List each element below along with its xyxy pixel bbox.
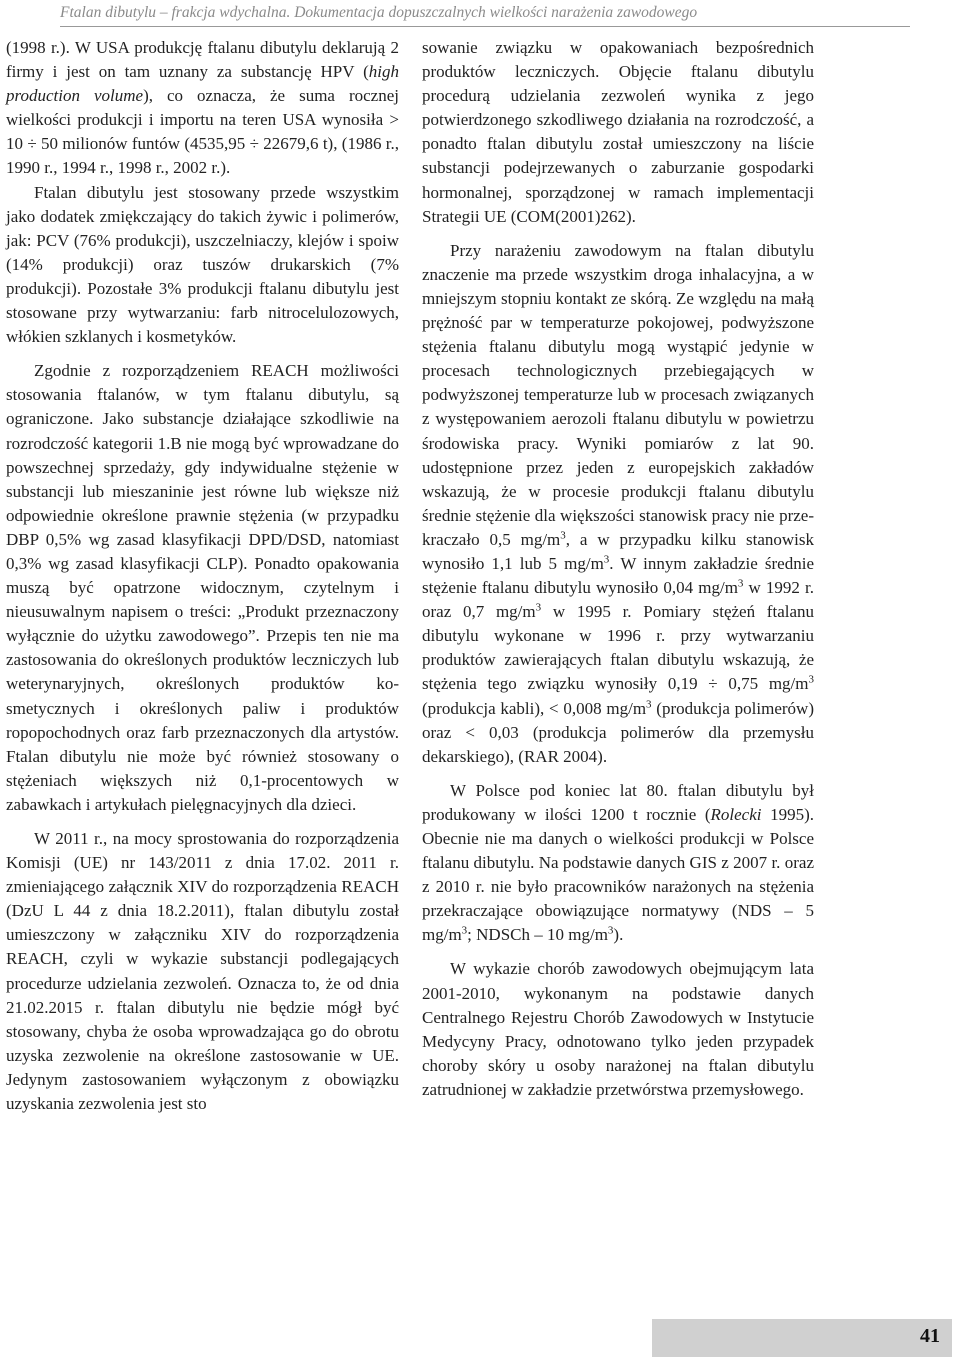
paragraph: (1998 r.). W USA produkcję ftalanu dibutylu deklarują 2 firmy i jest on tam uznany za substancję HPV (high production volume), co oznacza, że suma rocznej wielkości produkcji i importu na teren USA wynosiła > 10 ÷ 50 milionów funtów (4535,95 ÷ 22679,6 t), (1986 r., 1990 r., 1994 r., 1998 r., 2002 r.). — [6, 38, 399, 178]
footer-bar — [652, 1319, 952, 1357]
paragraph: Zgodnie z rozporządzeniem REACH możliwości stosowania ftalanów, w tym ftalanu dibutylu, są ograniczone. Jako substancje działające szkodliwie na rozrodczość kategorii 1.B nie mogą być wprowadzane do powszechnej sprzedaży, gdy indywidualne stężenie w substancji lub mieszaninie jest równe lub większe niż odpowiednie określone prawnie stężenia (w przypadku DBP 0,5% wg zasad klasyfikacji DPD/DSD, natomiast 0,3% wg zasad klasyfikacji CLP). Ponadto opakowania muszą być opatrzone widocznym, czytelnym i nieusuwalnym napisem o treści: „Produkt przeznaczony wyłącznie do użytku zawodowego”. Przepis ten nie ma zastosowania do określonych produktów leczniczych lub weterynaryjnych, określonych produktów kosmetycznych i określonych paliw i produktów ropopochodnych oraz farb przeznaczonych dla artystów. Ftalan dibutylu nie może być również stosowany o stężeniach większych niż 0,1-procentowych w zabawkach i artykułach pielęgnacyjnych dla dzieci. — [6, 361, 399, 814]
paragraph: sowanie związku w opakowaniach bezpośrednich produktów leczniczych. Objęcie ftalanu dibutylu procedurą udzielania zezwoleń wynika z jego potwierdzonego szkodliwego działania na rozrodczość, a ponadto ftalan dibutylu został umieszczony na liście substancji podejrzewanych o zaburzanie gospodarki hormonalnej, sporządzonej w ramach implementacji Strategii UE (COM(2001)262). — [422, 38, 814, 226]
header-title: Ftalan dibutylu – frakcja wdychalna. Dokumentacja dopuszczalnych wielkości narażenia zawodowego — [60, 4, 698, 21]
paragraph: Ftalan dibutylu jest stosowany przede wszystkim jako dodatek zmiękczający do takich żywic i polimerów, jak: PCV (76% produkcji), uszczelniaczy, klejów i spoiw (14% produkcji) oraz tuszów drukarskich (7% produkcji). Pozostałe 3% produkcji ftalanu dibutylu jest stosowane przy wytwarzaniu: farb nitrocelulozowych, włókien szklanych i kosmetyków. — [6, 182, 399, 347]
paragraph: Przy narażeniu zawodowym na ftalan dibutylu znaczenie ma przede wszystkim droga inhalacyjna, a w mniejszym stopniu kontakt ze skórą. Ze względu na małą prężność par w temperaturze pokojowej, podwyższone stężenia ftalanu dibutylu mogą wystąpić jedynie w procesach technologicznych przebiegających w podwyższonej temperaturze lub w procesach związanych z występowaniem aerozoli ftalanu dibutylu w powietrzu środowiska pracy. Wyniki pomiarów z lat 90. udostępnione przez jeden z europejskich zakładów wskazują, że w procesie produkcji ftalanu dibutylu średnie stężenie dla większości stanowisk pracy nie przekraczało 0,5 $mg/m^3$, a w przypadku kilku stanowisk wynosiło 1,1 lub 5 $mg/m^3$. W innym zakładzie średnie stężenie ftalanu dibutylu wynosiło 0,04 $mg/m^3$ w 1992 r. oraz 0,7 $mg/m^3$ w 1995 r. Pomiary stężeń ftalanu dibutylu wykonane w 1996 r. przy wytwarzaniu produktów zawierających ftalan dibutylu wskazują, że stężenia tego związku wynosiły 0,19 ÷ 0,75 $mg/m^3$ (produkcja kabli), < 0,008 $mg/m^3$ (produkcja polimerów) oraz < 0,03 (produkcja polimerów dla przemysłu dekarskiego), (RAR 2004). — [422, 240, 815, 766]
running-header — [60, 0, 910, 27]
paragraph: W wykazie chorób zawodowych obejmującym lata 2001-2010, wykonanym na podstawie danych Centralnego Rejestru Chorób Zawodowych w Instytucie Medycyny Pracy, odnotowano tylko jeden przypadek choroby skóry u osoby narażonej na ftalan dibutylu zatrudnionej w zakładzie przetwórstwa przemysłowego. — [422, 959, 814, 1099]
paragraph: W Polsce pod koniec lat 80. ftalan dibutylu był produkowany w ilości 1200 t rocznie (Rolecki 1995). Obecnie nie ma danych o wielkości produkcji w Polsce ftalanu dibutylu. Na podstawie danych GIS z 2007 r. oraz z 2010 r. nie było pracowników narażonych na stężenia przekraczające obowiązujące normatywy (NDS – 5 $mg/m^3$; NDSCh – 10 $mg/m^3$). — [422, 780, 814, 945]
left-column — [6, 36, 399, 1116]
paragraph: W 2011 r., na mocy sprostowania do rozporządzenia Komisji (UE) nr 143/2011 z dnia 17.02. 2011 r. zmieniającego załącznik XIV do rozporządzenia REACH (DzU L 44 z dnia 18.2.2011), ftalan dibutylu został umieszczony w załączniku XIV do rozporządzenia REACH, czyli w wykazie substancji podlegających procedurze udzielania zezwoleń. Oznacza to, że od dnia 21.02.2015 r. ftalan dibutylu nie będzie mógł być stosowany, chyba że osoba wprowadzająca go do obrotu uzyska zezwolenie na określone zastosowanie w UE. Jedynym zastosowaniem wyłączonym z obowiązku uzyskania zezwolenia jest sto — [6, 829, 399, 1114]
right-column — [422, 36, 814, 1102]
page-number: 41 — [920, 1325, 940, 1347]
